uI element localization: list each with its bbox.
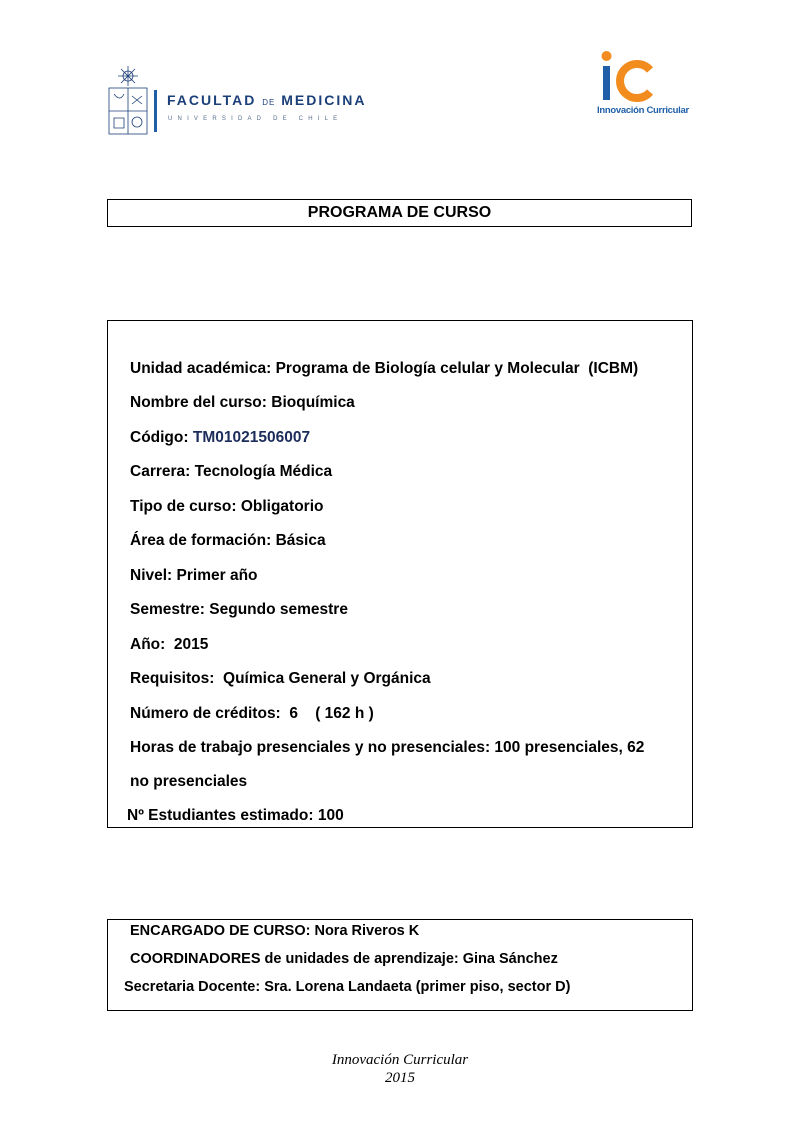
ic-logo-mark-icon bbox=[596, 48, 656, 102]
ic-logo-label: Innovación Curricular bbox=[597, 105, 689, 116]
coordinadores-line: COORDINADORES de unidades de aprendizaje: Gina Sánchez bbox=[130, 951, 558, 967]
codigo-line: Código: TM01021506007 bbox=[130, 429, 311, 446]
nivel-line: Nivel: Primer año bbox=[130, 567, 258, 584]
ic-logo bbox=[596, 48, 689, 120]
nombre-line: Nombre del curso: Bioquímica bbox=[130, 394, 355, 411]
faculty-logo bbox=[106, 64, 367, 138]
course-code: TM01021506007 bbox=[192, 429, 311, 446]
requisitos-line: Requisitos: Química General y Orgánica bbox=[130, 670, 431, 687]
secretaria-line: Secretaria Docente: Sra. Lorena Landaeta (primer piso, sector D) bbox=[124, 979, 571, 995]
faculty-subtitle: UNIVERSIDAD DE CHILE bbox=[168, 116, 343, 122]
anio-line: Año: 2015 bbox=[130, 636, 209, 653]
creditos-line: Número de créditos: 6 ( 162 h ) bbox=[130, 705, 374, 722]
footer-line-2: 2015 bbox=[385, 1070, 415, 1086]
document-title: PROGRAMA DE CURSO bbox=[307, 204, 492, 221]
logo-divider bbox=[154, 90, 157, 132]
tipo-line: Tipo de curso: Obligatorio bbox=[130, 498, 324, 515]
horas-line-2: no presenciales bbox=[130, 773, 248, 790]
semestre-line: Semestre: Segundo semestre bbox=[130, 601, 348, 618]
unidad-line: Unidad académica: Programa de Biología celular y Molecular (ICBM) bbox=[130, 360, 639, 377]
staff-box bbox=[107, 919, 693, 1011]
document-title-box bbox=[107, 199, 692, 227]
estudiantes-line: Nº Estudiantes estimado: 100 bbox=[127, 807, 344, 824]
area-line: Área de formación: Básica bbox=[130, 532, 326, 549]
university-crest-icon bbox=[106, 64, 150, 138]
footer-line-1: Innovación Curricular bbox=[331, 1052, 469, 1068]
course-info-box bbox=[107, 320, 693, 828]
horas-line-1: Horas de trabajo presenciales y no presenciales: 100 presenciales, 62 bbox=[130, 739, 645, 756]
faculty-title: FACULTAD DE MEDICINA bbox=[167, 92, 367, 108]
encargado-line: ENCARGADO DE CURSO: Nora Riveros K bbox=[130, 923, 420, 939]
footer bbox=[0, 1051, 800, 1087]
carrera-line: Carrera: Tecnología Médica bbox=[130, 463, 333, 480]
